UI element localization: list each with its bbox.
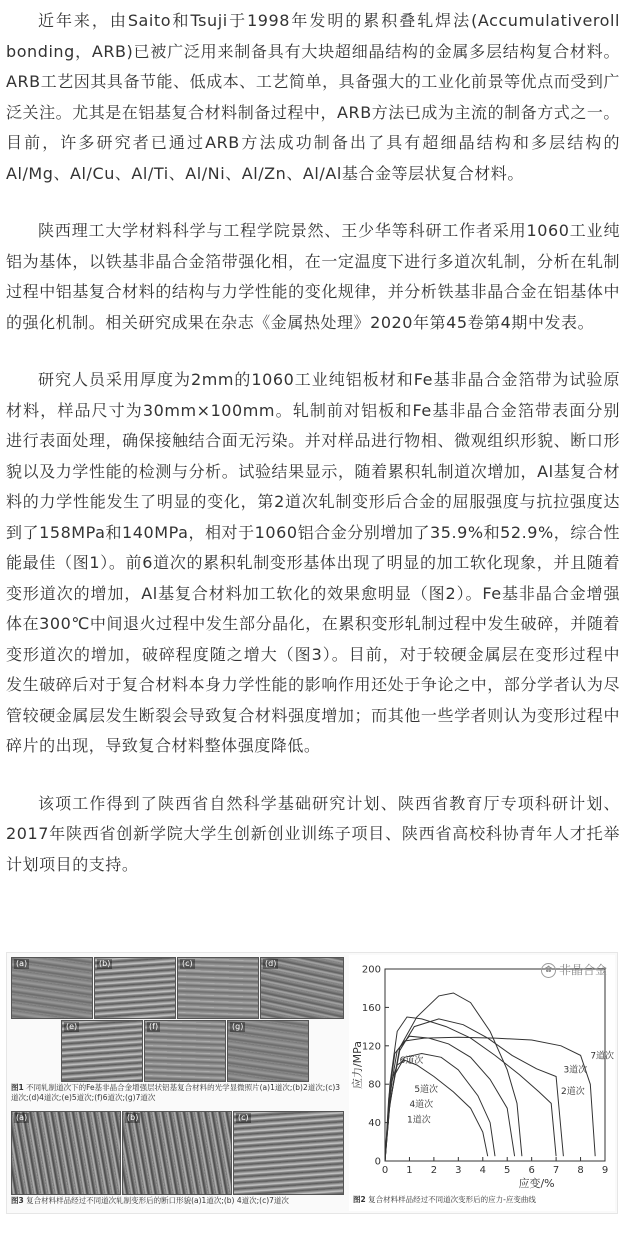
paragraph-intro: 近年来，由Saito和Tsuji于1998年发明的累积叠轧焊法(Accumulativeroll bonding，ARB)已被广泛用来制备具有大块超细晶结构的金属多层结构复合材料。ARB工艺因其具备节能、低成本、工艺简单，具备强大的工业化前景等优点而受到广泛关注。尤其是在铝基复合材料制备过程中，ARB方法已成为主流的制备方式之一。目前，许多研究者已通过ARB方法成功制备出了具有超细晶结构和多层结构的Al/Mg、Al/Cu、Al/Ti、Al/Ni、Al/Zn、Al/Al基合金等层状复合材料。 — [6, 11, 620, 183]
x-tick-label: 8 — [577, 1165, 584, 1176]
y-tick-label: 0 — [374, 1156, 381, 1168]
fracture-c — [233, 1111, 344, 1195]
series-label: 3道次 — [563, 1065, 588, 1076]
x-axis-label: 应变/% — [518, 1177, 555, 1190]
x-tick-label: 1 — [406, 1165, 413, 1176]
x-tick-label: 7 — [552, 1165, 560, 1176]
fracture-a — [11, 1111, 121, 1195]
y-tick-label: 80 — [368, 1079, 381, 1091]
figure-panel — [6, 952, 618, 1214]
micrograph-label: (d) — [265, 959, 277, 968]
y-tick-label: 200 — [361, 964, 381, 976]
x-tick-label: 3 — [455, 1165, 462, 1176]
y-tick-label: 40 — [368, 1118, 381, 1130]
wechat-icon: ✿ — [541, 963, 556, 978]
x-tick-label: 4 — [479, 1165, 486, 1176]
fig2-caption — [353, 1195, 611, 1205]
micrograph-d — [260, 957, 344, 1019]
fig2-caption-text: 复合材料样品经过不同道次变形后的应力-应变曲线 — [368, 1195, 536, 1204]
x-tick-label: 0 — [381, 1165, 389, 1176]
x-tick-label: 2 — [430, 1165, 438, 1176]
series-line — [385, 1054, 495, 1162]
micrograph-label: (b) — [99, 959, 111, 968]
fracture-b — [122, 1111, 232, 1195]
fracture-label: (c) — [238, 1113, 249, 1122]
stress-strain-chart-panel — [349, 955, 615, 1211]
fig1-caption-text: 不同轧制道次下的Fe基非晶合金增强层状铝基复合材料的光学显微照片(a)1道次;(b)2道次;(c)3道次;(d)4道次;(e)5道次;(f)6道次;(g)7道次 — [11, 1083, 341, 1102]
micrograph-b — [94, 957, 176, 1019]
fig2-caption-number: 图2 — [353, 1195, 366, 1204]
series-label: 1道次 — [407, 1115, 431, 1126]
paragraph-experiment: 研究人员采用厚度为2mm的1060工业纯铝板材和Fe基非晶合金箔带为试验原材料，样品尺寸为30mm×100mm。轧制前对铝板和Fe基非晶合金箔带表面分别进行表面处理，确保接触结合面无污染。并对样品进行物相、微观组织形貌、断口形貌以及力学性能的检测与分析。试验结果显示，随着累积轧制道次增加，Al基复合材料的力学性能发生了明显的变化，第2道次轧制变形后合金的屈服强度与抗拉强度达到了158MPa和140MPa，相对于1060铝合金分别增加了35.9%和52.9%，综合性能最佳（图1）。前6道次的累积轧制变形基体出现了明显的加工软化现象，并且随着变形道次的增加，Al基复合材料加工软化的效果愈明显（图2）。Fe基非晶合金增强体在300℃中间退火过程中发生部分晶化，在累积变形轧制过程中发生破碎，并随着变形道次的增加，破碎程度随之增大（图3）。目前，对于较硬金属层在变形过程中发生破碎后对于复合材料本身力学性能的影响作用还处于争论之中，部分学者认为尽管较硬金属层发生断裂会导致复合材料强度增加；而其他一些学者则认为变形过程中碎片的出现，导致复合材料整体强度降低。 — [6, 370, 620, 755]
series-label: 4道次 — [409, 1100, 434, 1111]
series-label: 6道次 — [399, 1056, 424, 1067]
series-label: 2道次 — [561, 1086, 585, 1097]
x-tick-label: 6 — [528, 1165, 535, 1176]
article-body — [6, 6, 620, 907]
x-tick-label: 9 — [601, 1165, 609, 1176]
micrograph-label: (a) — [16, 959, 28, 968]
fig3-caption — [11, 1196, 343, 1206]
micrograph-label: (f) — [149, 1022, 159, 1031]
micrograph-label: (e) — [66, 1022, 78, 1031]
watermark — [541, 961, 607, 978]
micrograph-f — [144, 1020, 226, 1082]
stress-strain-chart — [349, 955, 615, 1191]
paragraph-funding: 该项工作得到了陕西省自然科学基础研究计划、陕西省教育厅专项科研计划、2017年陕西省创新学院大学生创新创业训练子项目、陕西省高校科协青年人才托举计划项目的支持。 — [6, 793, 620, 874]
series-label: 5道次 — [414, 1084, 439, 1095]
fig1-caption-number: 图1 — [11, 1083, 24, 1092]
micrograph-g — [227, 1020, 309, 1082]
micrograph-a — [11, 957, 93, 1019]
series-label: 7道次 — [590, 1051, 615, 1062]
fracture-label: (b) — [127, 1113, 139, 1122]
micrograph-figures — [9, 955, 345, 1211]
x-tick-label: 5 — [504, 1165, 511, 1176]
series-line — [385, 1017, 556, 1161]
micrograph-label: (c) — [182, 959, 193, 968]
y-tick-label: 160 — [361, 1002, 381, 1014]
series-line — [385, 1060, 488, 1161]
fig3-caption-number: 图3 — [11, 1196, 24, 1205]
micrograph-e — [61, 1020, 143, 1082]
micrograph-label: (g) — [232, 1022, 244, 1031]
fig1-caption — [11, 1083, 343, 1103]
micrograph-c — [177, 957, 259, 1019]
y-axis-label: 应力/MPa — [351, 1040, 364, 1090]
fracture-label: (a) — [16, 1113, 28, 1122]
y-tick-label: 120 — [361, 1041, 381, 1053]
fig3-caption-text: 复合材料样品经过不同道次轧制变形后的断口形貌(a)1道次;(b) 4道次;(c)7道次 — [26, 1196, 289, 1205]
watermark-text: 非晶合金 — [558, 963, 607, 977]
series-line — [385, 993, 522, 1161]
paragraph-research-team: 陕西理工大学材料科学与工程学院景然、王少华等科研工作者采用1060工业纯铝为基体，以铁基非晶合金箔带强化相，在一定温度下进行多道次轧制，分析在轧制过程中铝基复合材料的结构与力学性能的变化规律，并分析铁基非晶合金在铝基体中的强化机制。相关研究成果在杂志《金属热处理》2020年第45卷第4期中发表。 — [6, 221, 620, 332]
